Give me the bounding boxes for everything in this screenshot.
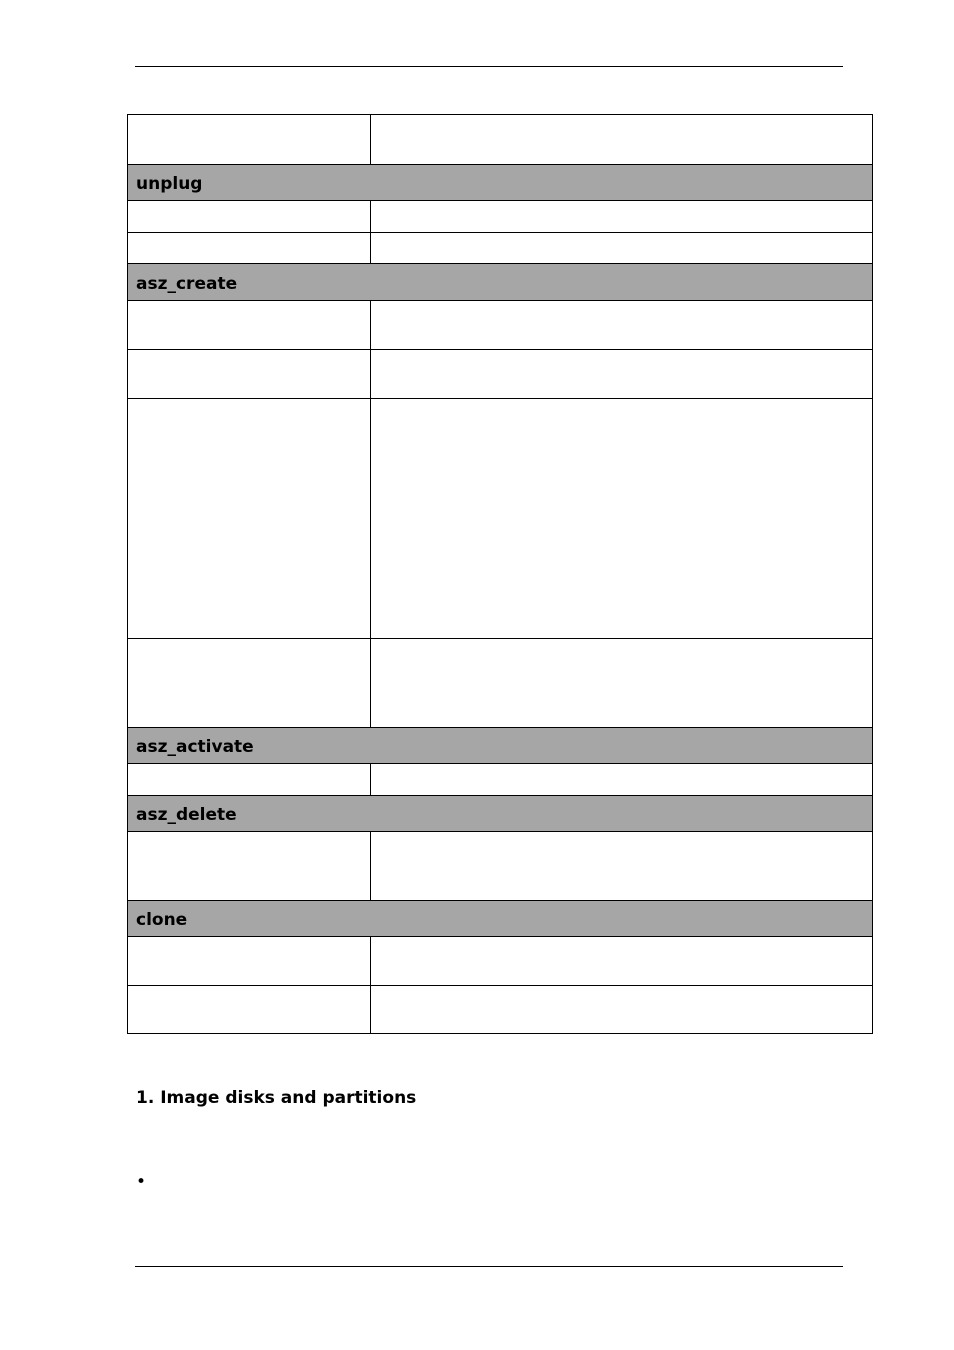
table-row [128,399,873,639]
table-row [128,937,873,986]
section-title: unplug [128,165,873,201]
table-cell [128,639,371,728]
table-cell [371,115,873,165]
table-cell [128,764,371,796]
table-cell [371,201,873,233]
table-row [128,764,873,796]
footer-rule [135,1266,843,1267]
table-cell [371,639,873,728]
table-row [128,115,873,165]
table-cell [371,937,873,986]
section-row-clone [128,901,873,937]
section-title: asz_create [128,264,873,301]
table-cell [128,233,371,264]
section-title: clone [128,901,873,937]
table-cell [128,350,371,399]
section-row-asz-create [128,264,873,301]
bullet-marker: • [136,1172,147,1192]
section-row-asz-activate [128,728,873,764]
section-title: asz_activate [128,728,873,764]
table-cell [371,986,873,1034]
table-row [128,350,873,399]
table-cell [128,399,371,639]
section-heading: 1. Image disks and partitions [136,1088,417,1108]
header-rule [135,66,843,67]
section-row-asz-delete [128,796,873,832]
table-cell [371,350,873,399]
table-row [128,201,873,233]
table-cell [128,115,371,165]
table-cell [371,301,873,350]
table-cell [128,301,371,350]
command-table [127,114,873,1034]
table-row [128,639,873,728]
table-cell [128,937,371,986]
section-title: asz_delete [128,796,873,832]
table-cell [371,399,873,639]
table-row [128,301,873,350]
table-cell [128,986,371,1034]
table-cell [371,832,873,901]
section-row-unplug [128,165,873,201]
table-cell [371,764,873,796]
table-row [128,986,873,1034]
table-row [128,832,873,901]
table-row [128,233,873,264]
table-cell [371,233,873,264]
table-cell [128,201,371,233]
table-cell [128,832,371,901]
